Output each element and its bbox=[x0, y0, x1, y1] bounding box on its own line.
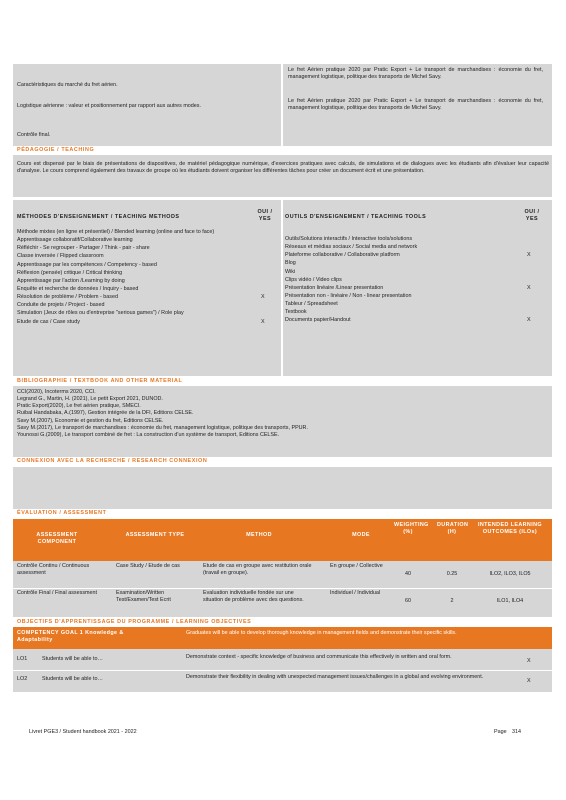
tools-item-label: Blog bbox=[285, 260, 296, 267]
methods-item-mark: X bbox=[261, 318, 265, 325]
tools-item-label: Wiki bbox=[285, 268, 296, 275]
methods-item-label: Apprentissage par les compétences / Competency - based bbox=[17, 261, 157, 268]
tools-item bbox=[285, 285, 547, 292]
tools-item-label: Outils/Solutions interactifs / Interactive tools/solutions bbox=[285, 236, 413, 242]
evaluation-header-cell: WEIGHTING (%) bbox=[394, 522, 429, 535]
methods-item-label: Apprentissage par l'action /Learning by doing bbox=[17, 277, 125, 284]
methods-item-mark: X bbox=[261, 294, 265, 301]
top-right-ref2: Le fret Aérien pratique 2020 par Pratic Export + Le transport de marchandises : économie du fret, management logistique, politique des transports de Michel Savy. bbox=[288, 98, 543, 111]
evaluation-header-cell: METHOD bbox=[246, 532, 272, 538]
evaluation-cell: Contrôle Continu / Continuous assessment bbox=[17, 563, 90, 576]
methods-item bbox=[17, 245, 279, 252]
tools-item-label: Textbook bbox=[285, 309, 307, 316]
evaluation-header-cell: MODE bbox=[352, 532, 370, 538]
methods-item-label: Etude de cas / Case study bbox=[17, 318, 80, 325]
evaluation-header-cell: ASSESSMENT COMPONENT bbox=[36, 532, 78, 545]
pedagogy-text: Cours est dispensé par le biais de présentations de diapositives, de matériel pédagogique numérique, d'exercices pratiques avec calculs, de simulations et de dialogues avec les étudiants afin d'évaluer leur capacité d'analyse. Le cours comprend également des travaux de groupe où les étudiants doivent organiser les différentes tâches pour créer un document écrit et une présentation. bbox=[17, 161, 549, 174]
methods-item-label: Simulation (Jeux de rôles ou d'entreprise "serious games") / Role play bbox=[17, 310, 184, 317]
methods-item bbox=[17, 286, 279, 293]
evaluation-cell: En groupe / Collective bbox=[330, 563, 383, 569]
evaluation-cell: 0.25 bbox=[446, 571, 458, 577]
tools-yes-header: OUI / YES bbox=[524, 209, 540, 222]
bibliography-heading: BIBLIOGRAPHIE / TEXTBOOK AND OTHER MATERIAL bbox=[17, 378, 183, 384]
top-left-characteristics: Caractéristiques du marché du fret aérien. bbox=[17, 82, 118, 88]
methods-item bbox=[17, 253, 279, 260]
evaluation-heading: ÉVALUATION / ASSESSMENT bbox=[17, 510, 107, 516]
top-divider bbox=[281, 64, 283, 146]
bibliography-entry: Savy M.(2007), Economie et gestion du fret, Editions CELSE. bbox=[17, 417, 164, 424]
tools-item bbox=[285, 269, 547, 276]
evaluation-header-cell: INTENDED LEARNING OUTCOMES (ILOs) bbox=[477, 522, 542, 535]
objective-mark: X bbox=[527, 678, 531, 684]
methods-item-label: Conduite de projets / Project - based bbox=[17, 302, 105, 309]
tools-item bbox=[285, 309, 547, 316]
tools-item-label: Documents papier/Handout bbox=[285, 317, 351, 324]
tools-item bbox=[285, 293, 547, 300]
tools-item bbox=[285, 244, 547, 251]
competency-text: Graduates will be able to develop thorough knowledge in management fields and demonstrate their specific skills. bbox=[186, 630, 457, 636]
objective-who: Students will be able to… bbox=[42, 656, 103, 662]
bibliography-list bbox=[17, 389, 549, 439]
methods-item-label: Résolution de problème / Problem - based bbox=[17, 294, 118, 301]
methods-item-label: Réfléchir - Se regrouper - Partager / Think - pair - share bbox=[17, 245, 150, 252]
tools-list bbox=[285, 236, 547, 326]
objectives-row-divider bbox=[13, 670, 552, 671]
footer-left: Livret PGE3 / Student handbook 2021 - 2022 bbox=[29, 729, 137, 735]
tools-item-label: Plateforme collaborative / Collaborative platform bbox=[285, 252, 400, 259]
competency-title: COMPETENCY GOAL 1 Knowledge & Adaptability bbox=[17, 630, 124, 643]
methods-item bbox=[17, 302, 279, 309]
evaluation-cell: ILO2, ILO3, ILO5 bbox=[489, 571, 531, 577]
methods-item-label: Classe inversée / Flipped classroom bbox=[17, 253, 104, 260]
bibliography-entry: Savy M.(2017), Le transport de marchandises : économie du fret, management logistique, politique des transports, PPUR. bbox=[17, 424, 308, 431]
methods-item bbox=[17, 262, 279, 269]
tools-item-mark: X bbox=[527, 284, 531, 291]
methods-yes-header: OUI / YES bbox=[257, 209, 273, 222]
tools-item bbox=[285, 277, 547, 284]
evaluation-cell: Etude de cas en groupe avec restitution orale (travail en groupe). bbox=[203, 563, 312, 576]
tools-item bbox=[285, 301, 547, 308]
objective-text: Demonstrate their flexibility in dealing with unexpected management issues/challenges in a global and evolving environment. bbox=[186, 674, 484, 680]
top-left-logistics: Logistique aérienne : valeur et positionnement par rapport aux autres modes. bbox=[17, 103, 201, 109]
tools-item-mark: X bbox=[527, 317, 531, 324]
top-left-control: Contrôle final. bbox=[17, 132, 51, 138]
evaluation-cell: Individuel / Individual bbox=[330, 590, 381, 596]
evaluation-row-divider bbox=[13, 588, 552, 589]
objective-mark: X bbox=[527, 658, 531, 664]
objective-id: LO2 bbox=[17, 676, 28, 682]
tools-item-label: Clips vidéo / Video clips bbox=[285, 276, 342, 283]
methods-item bbox=[17, 310, 279, 317]
evaluation-header-cell: ASSESSMENT TYPE bbox=[125, 532, 185, 538]
footer-page-label: Page bbox=[494, 729, 507, 735]
tools-item bbox=[285, 317, 547, 324]
methods-item bbox=[17, 278, 279, 285]
evaluation-cell: Evaluation individuelle fondée sur une situation de problème avec des questions. bbox=[203, 590, 304, 603]
bibliography-entry: Pratic Export(2020), Le fret aérien pratique, SMECI. bbox=[17, 403, 141, 410]
methods-item-label: Apprentissage collaboratif/Collaborative learning bbox=[17, 237, 133, 244]
tools-item-label: Présentation linéaire /Linear presentation bbox=[285, 284, 384, 291]
methods-item bbox=[17, 319, 279, 326]
evaluation-cell: 40 bbox=[405, 571, 411, 577]
methods-item-label: Réflexion (pensée) critique / Critical thinking bbox=[17, 269, 123, 276]
methods-item bbox=[17, 294, 279, 301]
objectives-heading: OBJECTIFS D'APPRENTISSAGE DU PROGRAMME / LEARNING OBJECTIVES bbox=[17, 619, 252, 625]
methods-item bbox=[17, 237, 279, 244]
evaluation-cell: Examination/Written Test/Examen/Test Ecrit bbox=[116, 590, 171, 603]
tools-item-mark: X bbox=[527, 252, 531, 259]
tools-item-label: Présentation non - linéaire / Non - linear presentation bbox=[285, 292, 412, 299]
objective-who: Students will be able to… bbox=[42, 676, 103, 682]
objective-text: Demonstrate context - specific knowledge of business and communicate this effectively in written and oral form. bbox=[186, 654, 452, 660]
evaluation-cell: Contrôle Final / Final assessment bbox=[17, 590, 97, 596]
evaluation-cell: Case Study / Etude de cas bbox=[116, 563, 180, 569]
methods-item bbox=[17, 270, 279, 277]
methods-item bbox=[17, 229, 279, 236]
tools-item-label: Tableur / Spreadsheet bbox=[285, 301, 338, 308]
tools-item bbox=[285, 252, 547, 259]
bibliography-entry: Ruibal Handabaka, A.(1997), Gestion intégrée de la DFI, Editions CELSE. bbox=[17, 410, 194, 417]
methods-tools-divider bbox=[281, 200, 283, 376]
evaluation-cell: ILO1, ILO4 bbox=[496, 598, 524, 604]
evaluation-cell: 2 bbox=[450, 598, 454, 604]
methods-item-label: Méthode mixtes (en ligne et présentiel) / Blended learning (online and face to face) bbox=[17, 229, 215, 235]
footer-page-number: 314 bbox=[512, 729, 521, 735]
methods-header: MÉTHODES D'ENSEIGNEMENT / TEACHING METHODS bbox=[17, 214, 180, 220]
objective-id: LO1 bbox=[17, 656, 28, 662]
tools-header: OUTILS D'ENSEIGNEMENT / TEACHING TOOLS bbox=[285, 214, 427, 220]
research-block bbox=[13, 467, 552, 509]
tools-item-label: Réseaux et médias sociaux / Social media and network bbox=[285, 244, 418, 251]
methods-list bbox=[17, 229, 279, 327]
research-heading: CONNEXION AVEC LA RECHERCHE / RESEARCH CONNEXION bbox=[17, 458, 208, 464]
bibliography-entry: Younossi G.(2009), Le transport combiné de fret : La construction d'un système de transport, Editions CELSE. bbox=[17, 431, 280, 438]
top-right-ref1: Le fret Aérien pratique 2020 par Pratic Export + Le transport de marchandises : économie du fret, management logistique, politique des transports de Michel Savy. bbox=[288, 67, 543, 80]
evaluation-header-cell: DURATION (H) bbox=[437, 522, 469, 535]
tools-item bbox=[285, 260, 547, 267]
bibliography-entry: Legrand G., Martin, H. (2021), Le petit Export 2021, DUNOD. bbox=[17, 396, 163, 403]
pedagogy-heading: PÉDAGOGIE / TEACHING bbox=[17, 147, 95, 153]
tools-item bbox=[285, 236, 547, 243]
methods-item-label: Enquête et recherche de données / Inquiry - based bbox=[17, 285, 139, 292]
evaluation-cell: 60 bbox=[405, 598, 411, 604]
bibliography-entry: CCI(2020), Incoterms 2020, CCI. bbox=[17, 389, 96, 395]
